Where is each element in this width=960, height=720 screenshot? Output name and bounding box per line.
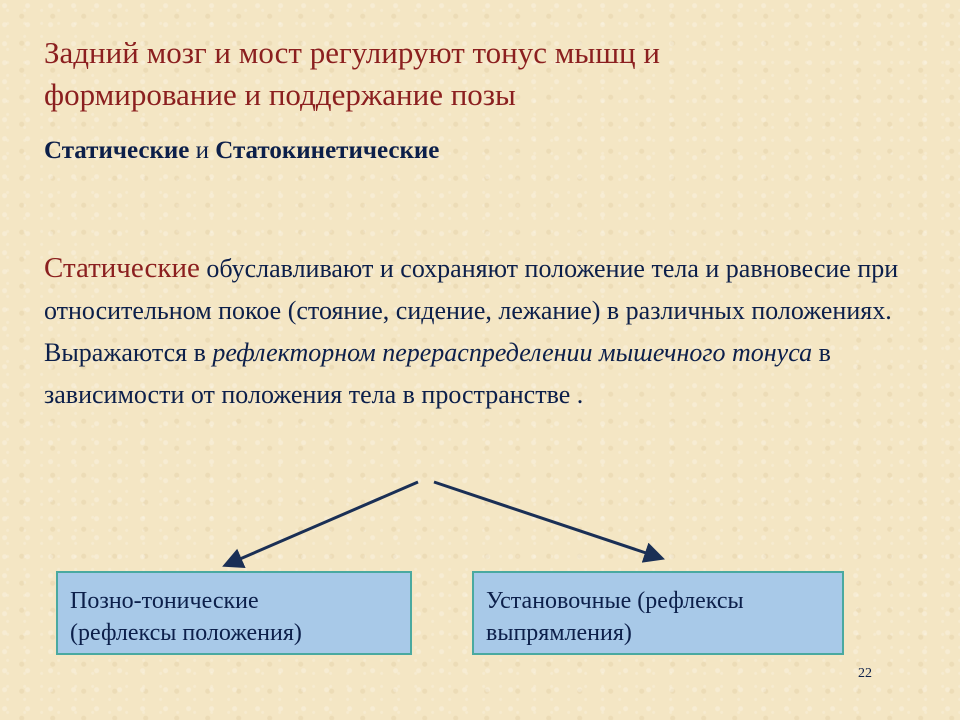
arrow-right: [434, 482, 661, 558]
box-left-line-1: Позно-тонические: [70, 588, 259, 614]
subtitle-and: и: [189, 137, 216, 164]
box-left-line-2: (рефлексы положения): [70, 620, 302, 646]
body-italic: рефлекторном перераспределении мышечного тонуса: [212, 338, 813, 367]
body-lead: Статические: [44, 252, 200, 284]
arrow-left: [226, 482, 418, 565]
box-right-line-1: Установочные (рефлексы: [486, 588, 744, 614]
subtitle-static: Статические: [44, 137, 190, 164]
title-line-2: формирование и поддержание позы: [44, 77, 516, 112]
page-number: 22: [858, 666, 872, 681]
body-part-2: в зависимости от положения тела в пространстве .: [44, 338, 831, 409]
body-part-1: обуславливают и сохраняют положение тела и равновесие при относительном покое (стояние, сидение, лежание) в различных положениях. Выражаются в: [44, 254, 899, 367]
box-postural-tonic: [56, 571, 412, 655]
subtitle-statokinetic: Статокинетические: [215, 137, 440, 164]
title-line-1: Задний мозг и мост регулируют тонус мышц и: [44, 35, 660, 70]
box-righting: [472, 571, 844, 655]
box-right-line-2: выпрямления): [486, 620, 632, 646]
